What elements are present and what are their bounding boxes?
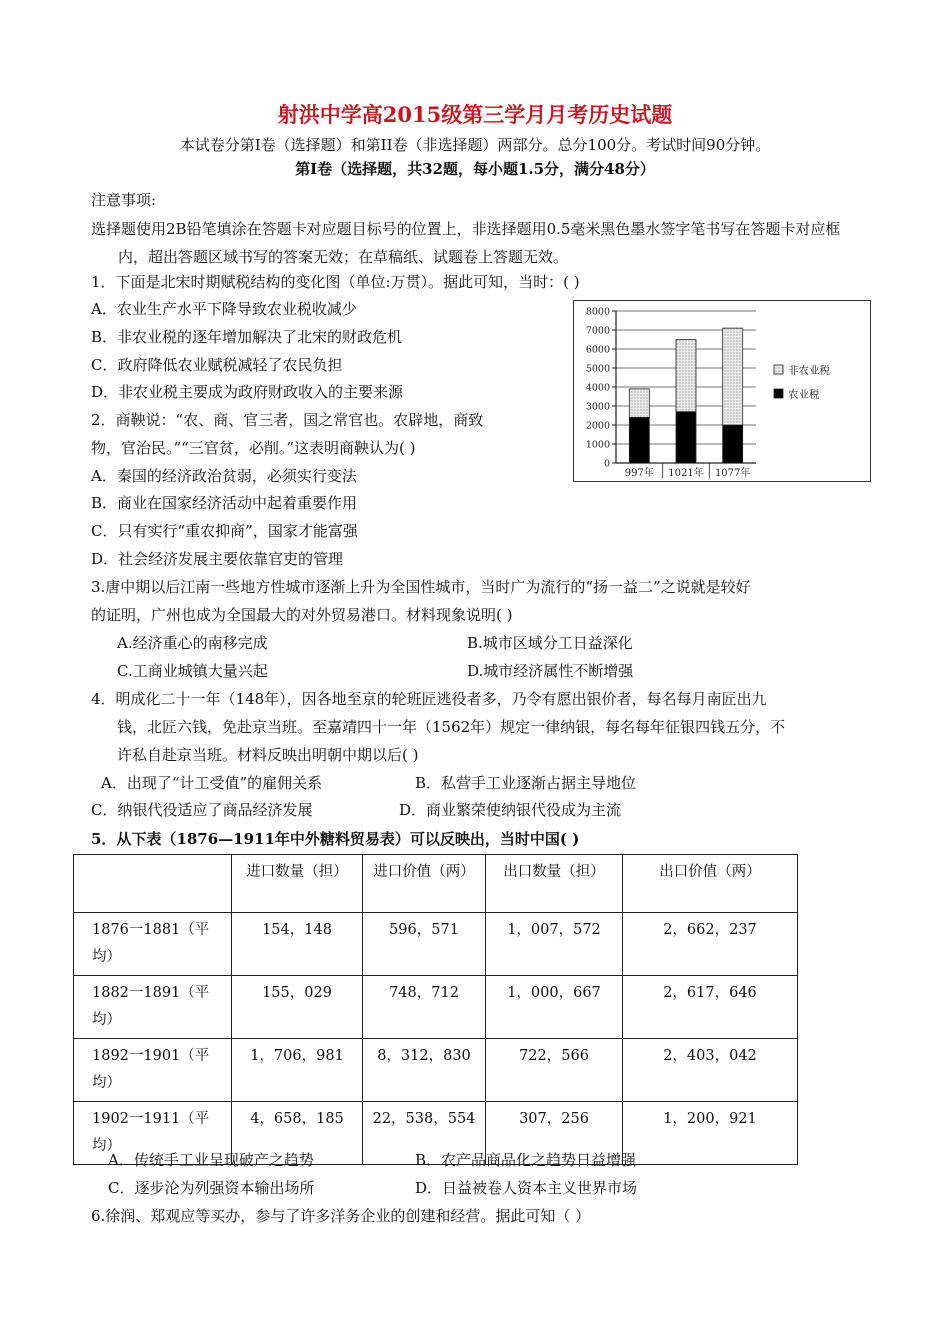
bar-segment xyxy=(629,417,649,463)
x-tick-label: 1077年 xyxy=(714,468,751,479)
page-title: 射洪中学高2015级第三学月月考历史试题 xyxy=(277,102,673,127)
table-header-cell: 出口数量（担） xyxy=(486,855,623,913)
table-cell: 155，029 xyxy=(232,976,363,1039)
tax-chart-svg xyxy=(574,301,870,481)
q2-stem-line-2: 物，官治民。”“三官贫，必削。”这表明商鞅认为( ) xyxy=(91,439,416,457)
table-header-cell xyxy=(74,855,232,913)
tax-structure-chart xyxy=(573,300,871,482)
q4-option-c: C．纳银代役适应了商品经济发展 xyxy=(91,801,313,819)
q2-option-d: D．社会经济发展主要依靠官吏的管理 xyxy=(91,550,344,568)
table-header-cell: 进口数量（担） xyxy=(232,855,363,913)
table-cell: 1882一1891（平均） xyxy=(74,976,232,1039)
q1-option-c: C．政府降低农业赋税减轻了农民负担 xyxy=(91,356,343,374)
q4-stem-line-1: 4．明成化二十一年（148年），因各地至京的轮班匠逃役者多，乃令有愿出银价者，每名每月南匠出九 xyxy=(91,690,767,708)
x-tick-label: 1021年 xyxy=(668,468,704,479)
table-row xyxy=(74,976,798,1039)
q2-option-a: A．秦国的经济政治贫弱，必须实行变法 xyxy=(91,467,357,485)
bar-segment xyxy=(629,389,649,418)
y-tick-label: 5000 xyxy=(585,363,610,375)
x-tick-label: 997年 xyxy=(624,468,654,479)
table-row xyxy=(74,913,798,976)
table-cell: 1，200，921 xyxy=(623,1102,798,1165)
table-header-row xyxy=(74,855,798,913)
q1-option-d: D．非农业税主要成为政府财政收入的主要来源 xyxy=(91,383,404,401)
table-cell: 2，617，646 xyxy=(623,976,798,1039)
q1-option-a: A．农业生产水平下降导致农业税收减少 xyxy=(91,300,357,318)
q5-stem: 5．从下表（1876—1911年中外糖料贸易表）可以反映出，当时中国( ) xyxy=(91,830,580,848)
q5-option-d: D．日益被卷人资本主义世界市场 xyxy=(415,1179,638,1197)
table-cell: 1，007，572 xyxy=(486,913,623,976)
section-heading: 第I卷（选择题，共32题，每小题1.5分，满分48分） xyxy=(295,160,655,178)
legend-swatch xyxy=(774,389,783,398)
table-cell: 154，148 xyxy=(232,913,363,976)
bar-segment xyxy=(676,412,696,463)
y-tick-label: 4000 xyxy=(585,382,610,394)
q4-stem-line-3: 许私自赴京当班。材料反映出明朝中期以后( ) xyxy=(117,746,419,764)
table-cell: 22，538，554 xyxy=(363,1102,486,1165)
notice-line-1: 选择题使用2B铅笔填涂在答题卡对应题目标号的位置上，非选择题用0.5毫米黑色墨水签字笔书写在答题卡对应框 xyxy=(91,220,841,238)
q3-option-c: C.工商业城镇大量兴起 xyxy=(117,662,268,680)
legend-swatch xyxy=(774,365,783,374)
table-cell: 596，571 xyxy=(363,913,486,976)
y-tick-label: 1000 xyxy=(585,439,610,451)
table-header-cell: 出口价值（两） xyxy=(623,855,798,913)
q2-option-b: B．商业在国家经济活动中起着重要作用 xyxy=(91,494,358,512)
exam-intro: 本试卷分第I卷（选择题）和第II卷（非选择题）两部分。总分100分。考试时间90分钟。 xyxy=(179,136,771,154)
q3-option-d: D.城市经济属性不断增强 xyxy=(467,662,634,680)
bar-segment xyxy=(723,425,743,463)
y-tick-label: 7000 xyxy=(585,325,610,337)
q5-option-c: C．逐步沦为列强资本输出场所 xyxy=(108,1179,315,1197)
y-tick-label: 0 xyxy=(603,458,610,470)
table-cell: 1876一1881（平均） xyxy=(74,913,232,976)
q3-option-a: A.经济重心的南移完成 xyxy=(117,634,268,652)
q2-option-c: C．只有实行“重农抑商”，国家才能富强 xyxy=(91,522,358,540)
q4-option-d: D．商业繁荣使纳银代役成为主流 xyxy=(399,801,622,819)
q2-stem-line-1: 2．商鞅说：“农、商、官三者，国之常官也。农辟地，商致 xyxy=(91,411,484,429)
q4-option-a: A．出现了“计工受值”的雇佣关系 xyxy=(101,774,323,792)
table-cell: 2，403，042 xyxy=(623,1039,798,1102)
table-row xyxy=(74,1039,798,1102)
table-cell: 1，706，981 xyxy=(232,1039,363,1102)
legend-label: 农业税 xyxy=(788,388,820,401)
q4-option-b: B．私营手工业逐渐占据主导地位 xyxy=(415,774,637,792)
q3-stem-line-1: 3.唐中期以后江南一些地方性城市逐渐上升为全国性城市，当时广为流行的“扬一益二”之说就是较好 xyxy=(91,578,751,596)
bar-segment xyxy=(676,340,696,412)
y-tick-label: 3000 xyxy=(585,401,610,413)
table-cell: 1902一1911（平均） xyxy=(74,1102,232,1165)
q6-stem: 6.徐润、郑观应等买办，参与了许多洋务企业的创建和经营。据此可知（ ） xyxy=(91,1207,591,1225)
table-cell: 8，312，830 xyxy=(363,1039,486,1102)
bar-segment xyxy=(723,328,743,425)
y-tick-label: 6000 xyxy=(585,344,610,356)
q3-option-b: B.城市区域分工日益深化 xyxy=(467,634,633,652)
q5-option-b: B．农产品商品化之趋势日益增强 xyxy=(415,1151,637,1169)
table-cell: 1892一1901（平均） xyxy=(74,1039,232,1102)
q4-stem-line-2: 钱，北匠六钱，免赴京当班。至嘉靖四十一年（1562年）规定一律纳银，每名每年征银四钱五分，不 xyxy=(117,718,786,736)
q1-stem: 1．下面是北宋时期赋税结构的变化图（单位:万贯）。据此可知，当时：( ) xyxy=(91,273,580,291)
notice-label: 注意事项: xyxy=(91,191,157,209)
table-header-cell: 进口价值（两） xyxy=(363,855,486,913)
table-cell: 4，658，185 xyxy=(232,1102,363,1165)
table-cell: 748，712 xyxy=(363,976,486,1039)
q3-stem-line-2: 的证明，广州也成为全国最大的对外贸易港口。材料现象说明( ) xyxy=(91,606,513,624)
notice-line-2: 内，超出答题区域书写的答案无效；在草稿纸、试题卷上答题无效。 xyxy=(118,248,569,266)
y-tick-label: 8000 xyxy=(585,306,610,318)
table-cell: 1，000，667 xyxy=(486,976,623,1039)
legend-label: 非农业税 xyxy=(788,364,830,377)
y-tick-label: 2000 xyxy=(585,420,610,432)
q5-option-a: A．传统手工业呈现破产之趋势 xyxy=(108,1151,314,1169)
q1-option-b: B．非农业税的逐年增加解决了北宋的财政危机 xyxy=(91,328,403,346)
table-cell: 722，566 xyxy=(486,1039,623,1102)
table-cell: 2，662，237 xyxy=(623,913,798,976)
table-cell: 307，256 xyxy=(486,1102,623,1165)
sugar-trade-table xyxy=(73,854,798,1165)
